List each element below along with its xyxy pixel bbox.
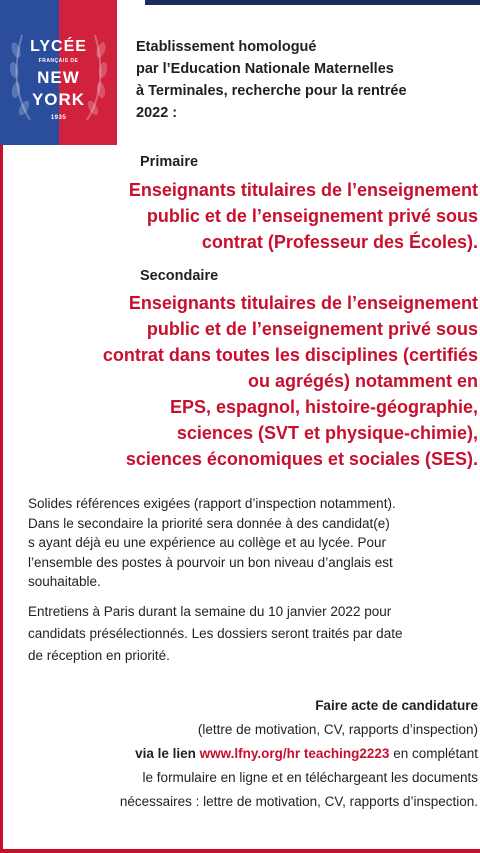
logo-text-year: 1935	[50, 115, 67, 121]
left-border	[0, 145, 3, 853]
top-border	[145, 0, 480, 5]
primaire-label: Primaire	[140, 154, 199, 170]
link-line-tail: en complétant	[393, 746, 478, 761]
apply-required-docs-line: nécessaires : lettre de motivation, CV, rapports d’inspection.	[119, 794, 478, 809]
apply-heading: Faire acte de candidature	[315, 698, 478, 713]
logo-text-york: YORK	[31, 90, 86, 109]
paragraph-interviews: Entretiens à Paris durant la semaine du 10 janvier 2022 pour candidats présélectionnés. Les dossiers seront traités par date de réception en priorité.	[28, 604, 403, 663]
secondaire-label: Secondaire	[140, 268, 219, 284]
apply-section	[18, 694, 478, 814]
school-logo	[0, 0, 117, 145]
primaire-text: Enseignants titulaires de l’enseignement public et de l’enseignement privé sous contrat (Professeur des Écoles).	[128, 180, 478, 252]
secondaire-text: Enseignants titulaires de l’enseignement public et de l’enseignement privé sous contrat dans toutes les disciplines (certifiés ou agrégés) notamment en EPS, espagnol, histoire-géographie, sciences (SVT et physique-chimie), sciences économiques et sociales (SES).	[102, 293, 478, 469]
paragraph-requirements: Solides références exigées (rapport d’inspection notamment). Dans le secondaire la priorité sera donnée à des candidat(e) s ayant déjà eu une expérience au collège et au lycée. Pour l’ensemble des postes à pourvoir un bon niveau d’anglais est souhaitable.	[28, 496, 396, 589]
via-label: via le lien	[135, 746, 196, 761]
logo-text-francais: FRANÇAIS DE	[38, 58, 79, 64]
apply-link-line	[18, 742, 478, 766]
logo-text-lycee: LYCÉE	[30, 38, 87, 55]
bottom-border	[0, 849, 480, 853]
apply-form-line: le formulaire en ligne et en téléchargeant les documents	[142, 770, 478, 785]
apply-documents-line: (lettre de motivation, CV, rapports d’inspection)	[197, 722, 478, 737]
application-link[interactable]: www.lfny.org/hr teaching2223	[199, 746, 390, 761]
logo-text-new: NEW	[37, 68, 80, 87]
intro-text: Etablissement homologué par l’Education Nationale Maternelles à Terminales, recherche pour la rentrée 2022 :	[136, 39, 407, 121]
